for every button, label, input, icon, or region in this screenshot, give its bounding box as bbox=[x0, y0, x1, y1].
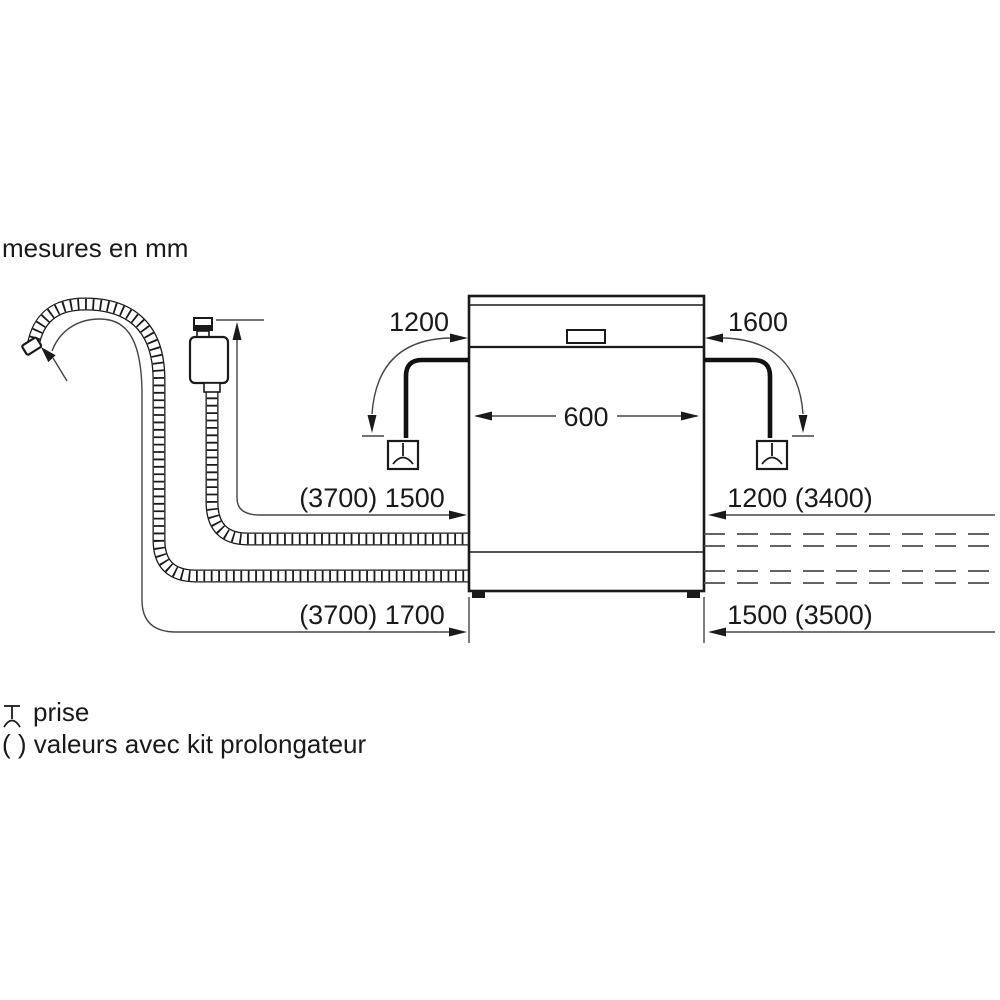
arrowhead-down bbox=[368, 415, 377, 433]
foot-left bbox=[472, 591, 485, 598]
aquastop-valve bbox=[190, 318, 228, 392]
units-note: mesures en mm bbox=[2, 233, 189, 263]
arrowhead-to-appliance bbox=[705, 334, 723, 343]
supply-left-value: (3700) 1500 bbox=[299, 483, 445, 513]
drain-left-value: (3700) 1700 bbox=[299, 600, 445, 630]
socket-box-right bbox=[757, 441, 787, 469]
dimension-supply-left bbox=[216, 320, 467, 520]
drain-right-value: 1500 (3500) bbox=[727, 600, 873, 630]
arrowhead-to-appliance bbox=[450, 334, 468, 343]
hose-end-pointer bbox=[53, 358, 67, 381]
hose-continuation-dashed bbox=[704, 534, 995, 583]
dimension-drain-left bbox=[41, 319, 467, 637]
appliance-outline bbox=[469, 296, 704, 598]
legend bbox=[2, 697, 367, 759]
arrowhead-to-appliance bbox=[708, 511, 726, 520]
arrowhead-to-appliance bbox=[449, 628, 467, 637]
dimension-drain-right bbox=[708, 600, 995, 637]
dimension-supply-right bbox=[708, 483, 995, 520]
power-cord-left bbox=[406, 360, 469, 438]
aquastop-body bbox=[190, 337, 228, 383]
legend-socket-label: prise bbox=[33, 697, 90, 727]
drain-hose-end-cap bbox=[22, 337, 42, 355]
power-cord-right bbox=[704, 360, 770, 438]
cord-left-value: 1200 bbox=[388, 307, 450, 337]
socket-box-left bbox=[388, 441, 418, 469]
arrowhead-down bbox=[799, 415, 808, 433]
arrowhead-to-appliance bbox=[708, 628, 726, 637]
foot-right bbox=[687, 591, 700, 598]
legend-extension-kit-label: ( ) valeurs avec kit prolongateur bbox=[2, 729, 367, 759]
tap-connector-nut bbox=[194, 318, 212, 326]
dimension-cord-left bbox=[362, 307, 468, 436]
dimension-cord-right bbox=[705, 307, 814, 436]
width-value: 600 bbox=[563, 402, 609, 432]
arrowhead-up bbox=[233, 322, 242, 340]
arrowhead-to-appliance bbox=[449, 511, 467, 520]
socket-icon bbox=[4, 706, 20, 727]
aquastop-stub bbox=[204, 383, 220, 392]
supply-right-value: 1200 (3400) bbox=[727, 483, 873, 513]
cord-right-value: 1600 bbox=[727, 307, 789, 337]
door-handle bbox=[567, 330, 605, 343]
supply-hose bbox=[212, 390, 470, 539]
